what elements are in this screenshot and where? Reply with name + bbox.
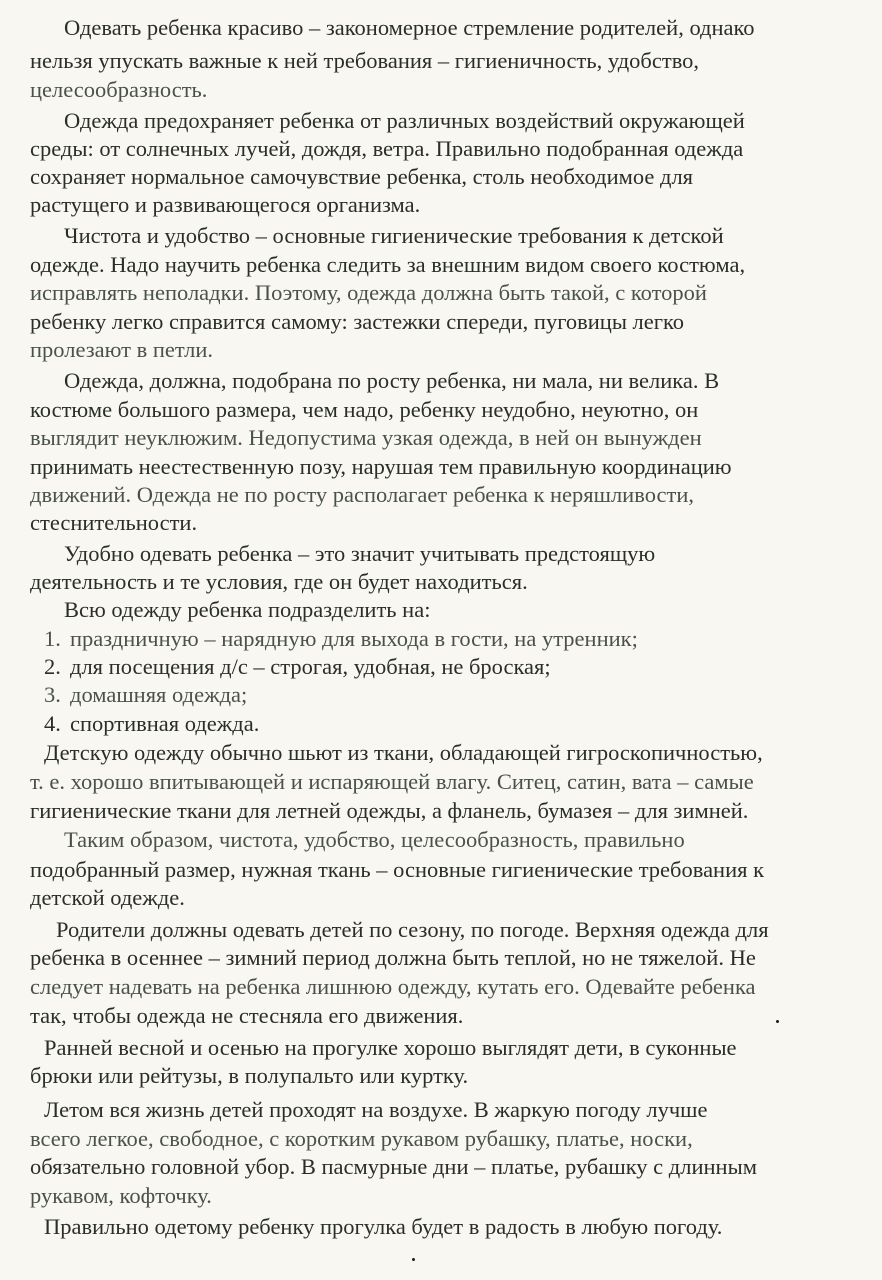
list-text: домашняя одежда; (70, 682, 248, 707)
text-line: выглядит неуклюжим. Недопустима узкая одежда, в ней он вынужден (30, 425, 702, 450)
text-line: Родители должны одевать детей по сезону, по погоде. Верхняя одежда для (56, 917, 769, 942)
text-line: деятельность и те условия, где он будет находиться. (30, 569, 528, 594)
text-line: Ранней весной и осенью на прогулке хорошо выглядят дети, в суконные (44, 1035, 737, 1060)
text-line: Одежда предохраняет ребенка от различных воздействий окружающей (64, 108, 745, 133)
text-line: пролезают в петли. (30, 337, 214, 362)
text-line: обязательно головной убор. В пасмурные дни – платье, рубашку с длинным (30, 1154, 757, 1179)
text-line: Таким образом, чистота, удобство, целесообразность, правильно (64, 827, 685, 852)
list-number: 1. (44, 626, 61, 651)
list-number: 3. (44, 682, 61, 707)
text-line: движений. Одежда не по росту располагает ребенка к неряшливости, (30, 482, 694, 507)
text-line: сохраняет нормальное самочувствие ребенка, столь необходимое для (30, 164, 694, 189)
text-line: рукавом, кофточку. (30, 1183, 212, 1208)
text-line: одежде. Надо научить ребенка следить за внешним видом своего костюма, (30, 252, 746, 277)
text-line: принимать неестественную позу, нарушая тем правильную координацию (30, 454, 732, 479)
text-line: брюки или рейтузы, в полупальто или куртку. (30, 1063, 469, 1088)
text-line: подобранный размер, нужная ткань – основные гигиенические требования к (30, 857, 765, 882)
text-line: гигиенические ткани для летней одежды, а фланель, бумазея – для зимней. (30, 798, 749, 823)
text-line: Удобно одевать ребенка – это значит учитывать предстоящую (64, 541, 656, 566)
text-line: Одежда, должна, подобрана по росту ребенка, ни мала, ни велика. В (64, 368, 720, 393)
list-text: для посещения д/с – строгая, удобная, не броская; (70, 654, 551, 679)
list-text: праздничную – нарядную для выхода в гости, на утренник; (70, 626, 638, 651)
list-item (44, 625, 638, 653)
list-number: 2. (44, 654, 61, 679)
text-line: всего легкое, свободное, с коротким рукавом рубашку, платье, носки, (30, 1126, 693, 1151)
text-line: следует надевать на ребенка лишнюю одежду, кутать его. Одевайте ребенка (30, 974, 756, 999)
text-line: Всю одежду ребенка подразделить на: (64, 597, 431, 622)
list-text: спортивная одежда. (70, 711, 260, 736)
text-line: растущего и развивающегося организма. (30, 192, 421, 217)
text-line: нельзя упускать важные к ней требования – гигиеничность, удобство, (30, 48, 700, 73)
text-line: Летом вся жизнь детей проходят на воздухе. В жаркую погоду лучше (44, 1097, 708, 1122)
text-line: так, чтобы одежда не стесняла его движения. (30, 1003, 464, 1028)
scan-speck (776, 1020, 779, 1023)
text-line: костюме большого размера, чем надо, ребенку неудобно, неуютно, он (30, 397, 699, 422)
text-line: целесообразность. (30, 77, 208, 102)
text-line: Чистота и удобство – основные гигиенические требования к детской (64, 223, 724, 248)
list-item (44, 710, 259, 738)
text-line: ребенка в осеннее – зимний период должна быть теплой, но не тяжелой. Не (30, 945, 756, 970)
scan-speck (412, 1258, 415, 1261)
text-line: исправлять неполадки. Поэтому, одежда должна быть такой, с которой (30, 280, 707, 305)
text-line: Детскую одежду обычно шьют из ткани, обладающей гигроскопичностью, (44, 740, 763, 765)
list-item (44, 681, 247, 709)
text-line: т. е. хорошо впитывающей и испаряющей влагу. Ситец, сатин, вата – самые (30, 769, 754, 794)
text-line: Правильно одетому ребенку прогулка будет в радость в любую погоду. (44, 1214, 723, 1239)
text-line: ребенку легко справится самому: застежки спереди, пуговицы легко (30, 309, 685, 334)
text-line: среды: от солнечных лучей, дождя, ветра. Правильно подобранная одежда (30, 136, 744, 161)
list-item (44, 653, 551, 681)
text-line: стеснительности. (30, 510, 198, 535)
list-number: 4. (44, 711, 61, 736)
text-line: детской одежде. (30, 885, 185, 910)
text-line: Одевать ребенка красиво – закономерное стремление родителей, однако (64, 15, 755, 40)
